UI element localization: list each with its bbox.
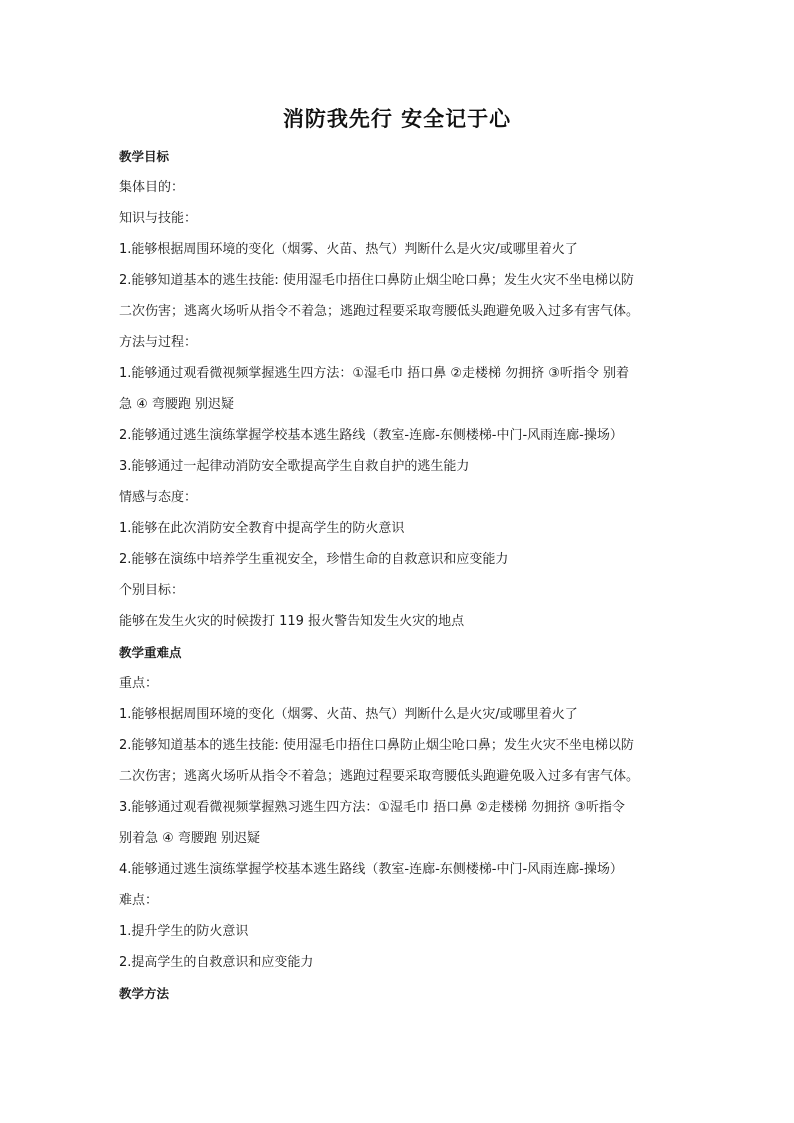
text-line: 2.提高学生的自救意识和应变能力 — [119, 955, 314, 970]
text-line: 别着急 ④ 弯腰跑 别迟疑 — [119, 831, 261, 846]
text-line: 能够在发生火灾的时候拨打 119 报火警告知发生火灾的地点 — [119, 614, 465, 629]
text-line: 二次伤害；逃离火场听从指令不着急；逃跑过程要采取弯腰低头跑避免吸入过多有害气体。 — [119, 304, 640, 319]
subheading-method-process: 方法与过程： — [119, 335, 198, 350]
text-line: 3.能够通过观看微视频掌握熟习逃生四方法：①湿毛巾 捂口鼻 ②走楼梯 勿拥挤 ③听指令 — [119, 800, 625, 815]
subheading-emotion-attitude: 情感与态度： — [119, 490, 198, 505]
text-line: 二次伤害；逃离火场听从指令不着急；逃跑过程要采取弯腰低头跑避免吸入过多有害气体。 — [119, 769, 640, 784]
text-line: 1.能够通过观看微视频掌握逃生四方法：①湿毛巾 捂口鼻 ②走楼梯 勿拥挤 ③听指令 别着 — [119, 366, 630, 381]
document-body — [119, 141, 679, 1009]
text-line: 4.能够通过逃生演练掌握学校基本逃生路线（教室-连廊-东侧楼梯-中门-风雨连廊-操场） — [119, 862, 623, 877]
text-line: 1.能够根据周围环境的变化（烟雾、火苗、热气）判断什么是火灾/或哪里着火了 — [119, 707, 578, 722]
text-line: 2.能够知道基本的逃生技能: 使用湿毛巾捂住口鼻防止烟尘呛口鼻；发生火灾不坐电梯以防 — [119, 738, 634, 753]
text-line: 2.能够知道基本的逃生技能: 使用湿毛巾捂住口鼻防止烟尘呛口鼻；发生火灾不坐电梯以防 — [119, 273, 634, 288]
section-heading-key-difficult-points: 教学重难点 — [119, 645, 182, 660]
text-line: 1.能够在此次消防安全教育中提高学生的防火意识 — [119, 521, 405, 536]
subheading-difficult-points: 难点： — [119, 893, 159, 908]
subheading-knowledge-skills: 知识与技能： — [119, 211, 198, 226]
text-line: 3.能够通过一起律动消防安全歌提高学生自救自护的逃生能力 — [119, 459, 470, 474]
text-line: 集体目的： — [119, 180, 185, 195]
text-line: 急 ④ 弯腰跑 别迟疑 — [119, 397, 235, 412]
text-line: 2.能够通过逃生演练掌握学校基本逃生路线（教室-连廊-东侧楼梯-中门-风雨连廊-操场） — [119, 428, 623, 443]
text-line: 1.提升学生的防火意识 — [119, 924, 249, 939]
subheading-individual-goals: 个别目标： — [119, 583, 185, 598]
section-heading-teaching-methods: 教学方法 — [119, 986, 170, 1001]
subheading-key-points: 重点： — [119, 676, 159, 691]
document-title: 消防我先行 安全记于心 — [282, 107, 512, 131]
section-heading-teaching-goals: 教学目标 — [119, 149, 170, 164]
text-line: 1.能够根据周围环境的变化（烟雾、火苗、热气）判断什么是火灾/或哪里着火了 — [119, 242, 578, 257]
text-line: 2.能够在演练中培养学生重视安全，珍惜生命的自救意识和应变能力 — [119, 552, 509, 567]
